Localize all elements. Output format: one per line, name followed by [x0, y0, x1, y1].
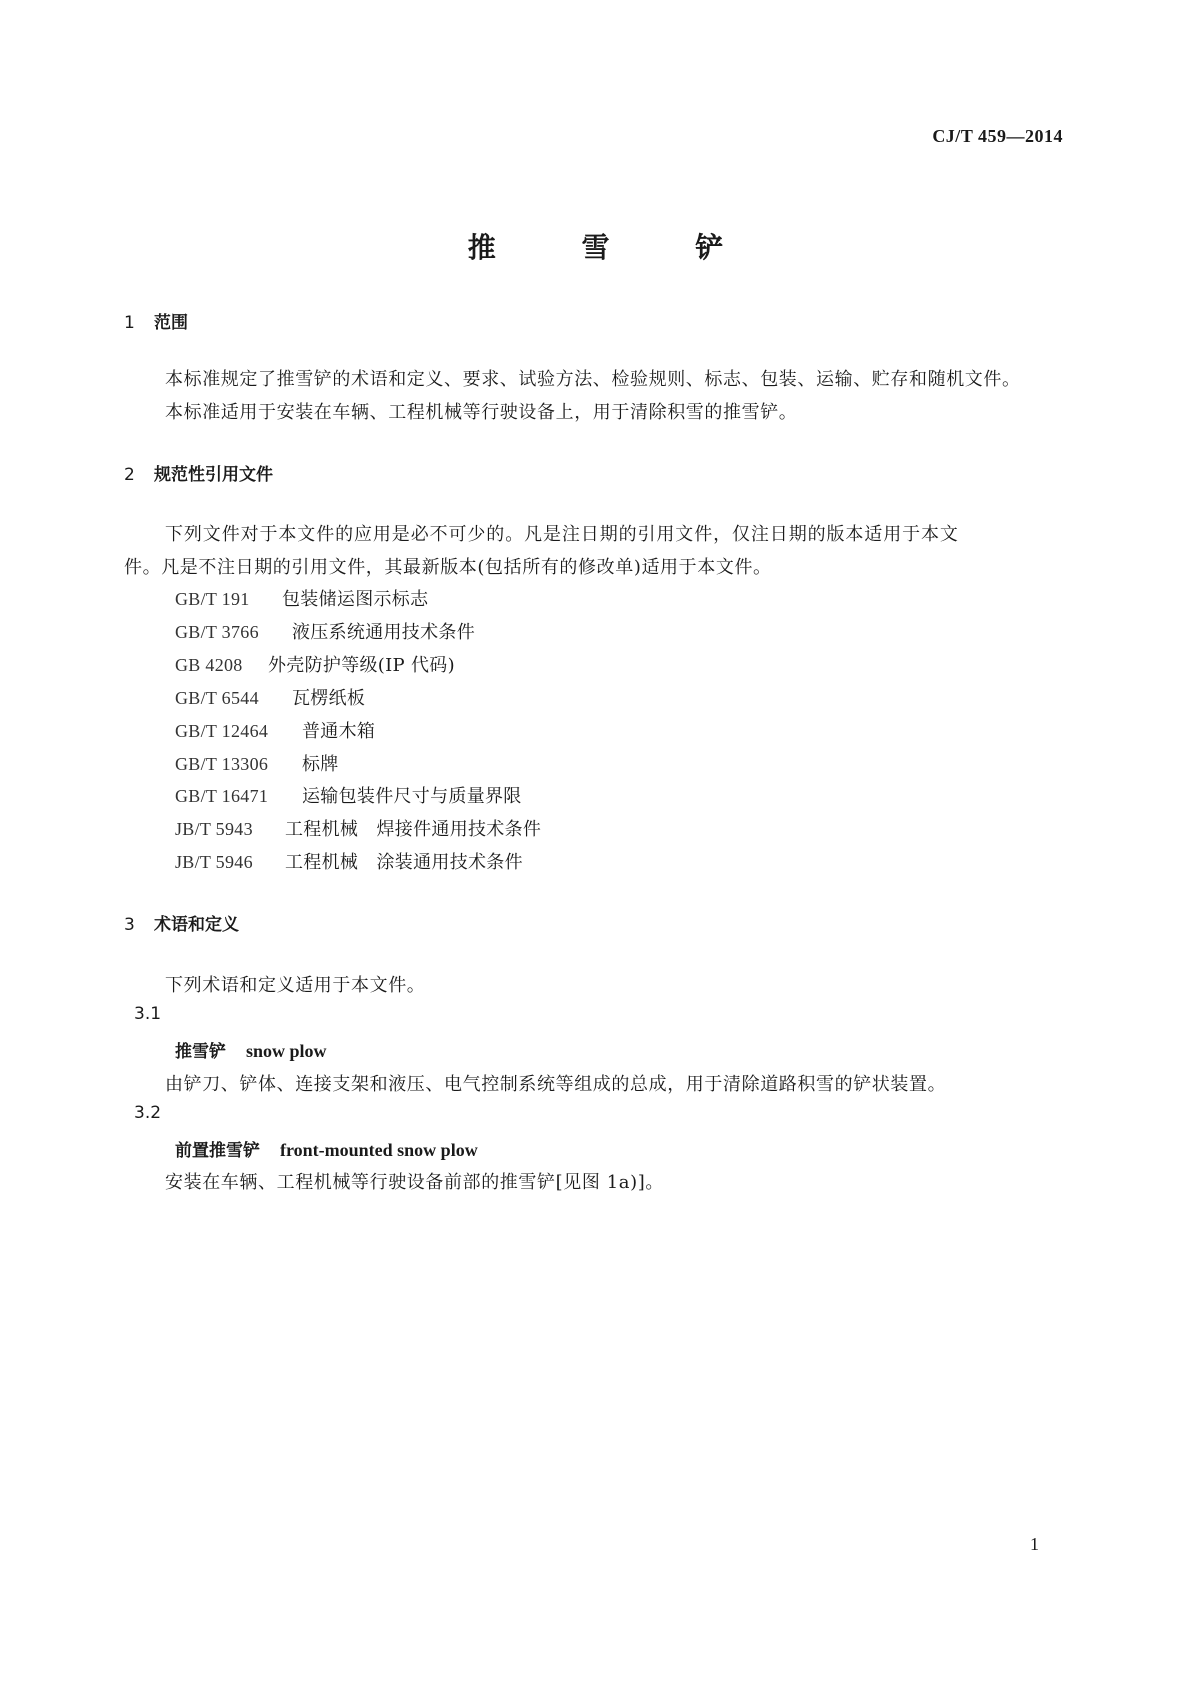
term-definition: 由铲刀、铲体、连接支架和液压、电气控制系统等组成的总成，用于清除道路积雪的铲状装置。: [165, 1074, 947, 1095]
reference-item: [175, 848, 523, 874]
reference-code: GB/T 191: [175, 589, 250, 609]
section-2-heading: [124, 460, 273, 485]
section-3-heading: [124, 910, 239, 935]
section-2-intro: 件。凡是不注日期的引用文件，其最新版本(包括所有的修改单)适用于本文件。: [124, 557, 772, 578]
reference-code: GB/T 16471: [175, 786, 269, 806]
document-title: 推 雪 铲: [467, 231, 762, 264]
section-3-intro: 下列术语和定义适用于本文件。: [165, 975, 426, 996]
section-1-heading: [124, 308, 188, 333]
reference-title: 包装储运图示标志: [282, 589, 429, 610]
reference-code: JB/T 5943: [175, 819, 253, 839]
section-3-number: 3: [124, 915, 135, 935]
section-3-title: 术语和定义: [154, 915, 239, 935]
reference-item: [175, 782, 522, 808]
reference-code: GB/T 3766: [175, 622, 259, 642]
reference-title: 普通木箱: [302, 721, 376, 742]
reference-title: 标牌: [302, 754, 339, 775]
term-name-en: snow plow: [246, 1041, 327, 1061]
section-1-number: 1: [124, 313, 135, 333]
reference-code: GB/T 13306: [175, 754, 269, 774]
term-name-en: front-mounted snow plow: [280, 1140, 478, 1160]
reference-title: 工程机械 涂装通用技术条件: [285, 852, 523, 873]
reference-title: 瓦楞纸板: [292, 688, 366, 709]
reference-item: [175, 815, 541, 841]
term-definition: 安装在车辆、工程机械等行驶设备前部的推雪铲[见图 1a)]。: [165, 1172, 664, 1193]
reference-code: GB/T 12464: [175, 721, 269, 741]
page-number: 1: [1030, 1534, 1039, 1554]
term-number: 3.2: [134, 1103, 162, 1123]
reference-item: [175, 684, 365, 710]
reference-code: GB 4208: [175, 655, 243, 675]
reference-title: 运输包装件尺寸与质量界限: [302, 786, 522, 807]
term-name: [175, 1136, 478, 1161]
section-1-title: 范围: [154, 313, 188, 333]
reference-title: 液压系统通用技术条件: [292, 622, 475, 643]
term-name-zh: 前置推雪铲: [175, 1141, 260, 1161]
reference-item: [175, 750, 339, 776]
reference-title: 工程机械 焊接件通用技术条件: [285, 819, 542, 840]
section-2-number: 2: [124, 465, 135, 485]
reference-title: 外壳防护等级(IP 代码): [268, 655, 455, 676]
reference-item: [175, 618, 475, 644]
reference-item: [175, 585, 428, 611]
section-2-intro: 下列文件对于本文件的应用是必不可少的。凡是注日期的引用文件，仅注日期的版本适用于本文: [165, 524, 959, 545]
reference-code: JB/T 5946: [175, 852, 253, 872]
section-2-title: 规范性引用文件: [154, 465, 273, 485]
reference-item: [175, 717, 375, 743]
section-1-paragraph: 本标准规定了推雪铲的术语和定义、要求、试验方法、检验规则、标志、包装、运输、贮存和随机文件。: [165, 369, 1021, 390]
section-1-paragraph: 本标准适用于安装在车辆、工程机械等行驶设备上，用于清除积雪的推雪铲。: [165, 402, 798, 423]
term-number: 3.1: [134, 1004, 162, 1024]
reference-item: [175, 651, 455, 677]
reference-code: GB/T 6544: [175, 688, 259, 708]
term-name-zh: 推雪铲: [175, 1042, 226, 1062]
standard-number: CJ/T 459—2014: [932, 126, 1063, 146]
term-name: [175, 1037, 327, 1062]
